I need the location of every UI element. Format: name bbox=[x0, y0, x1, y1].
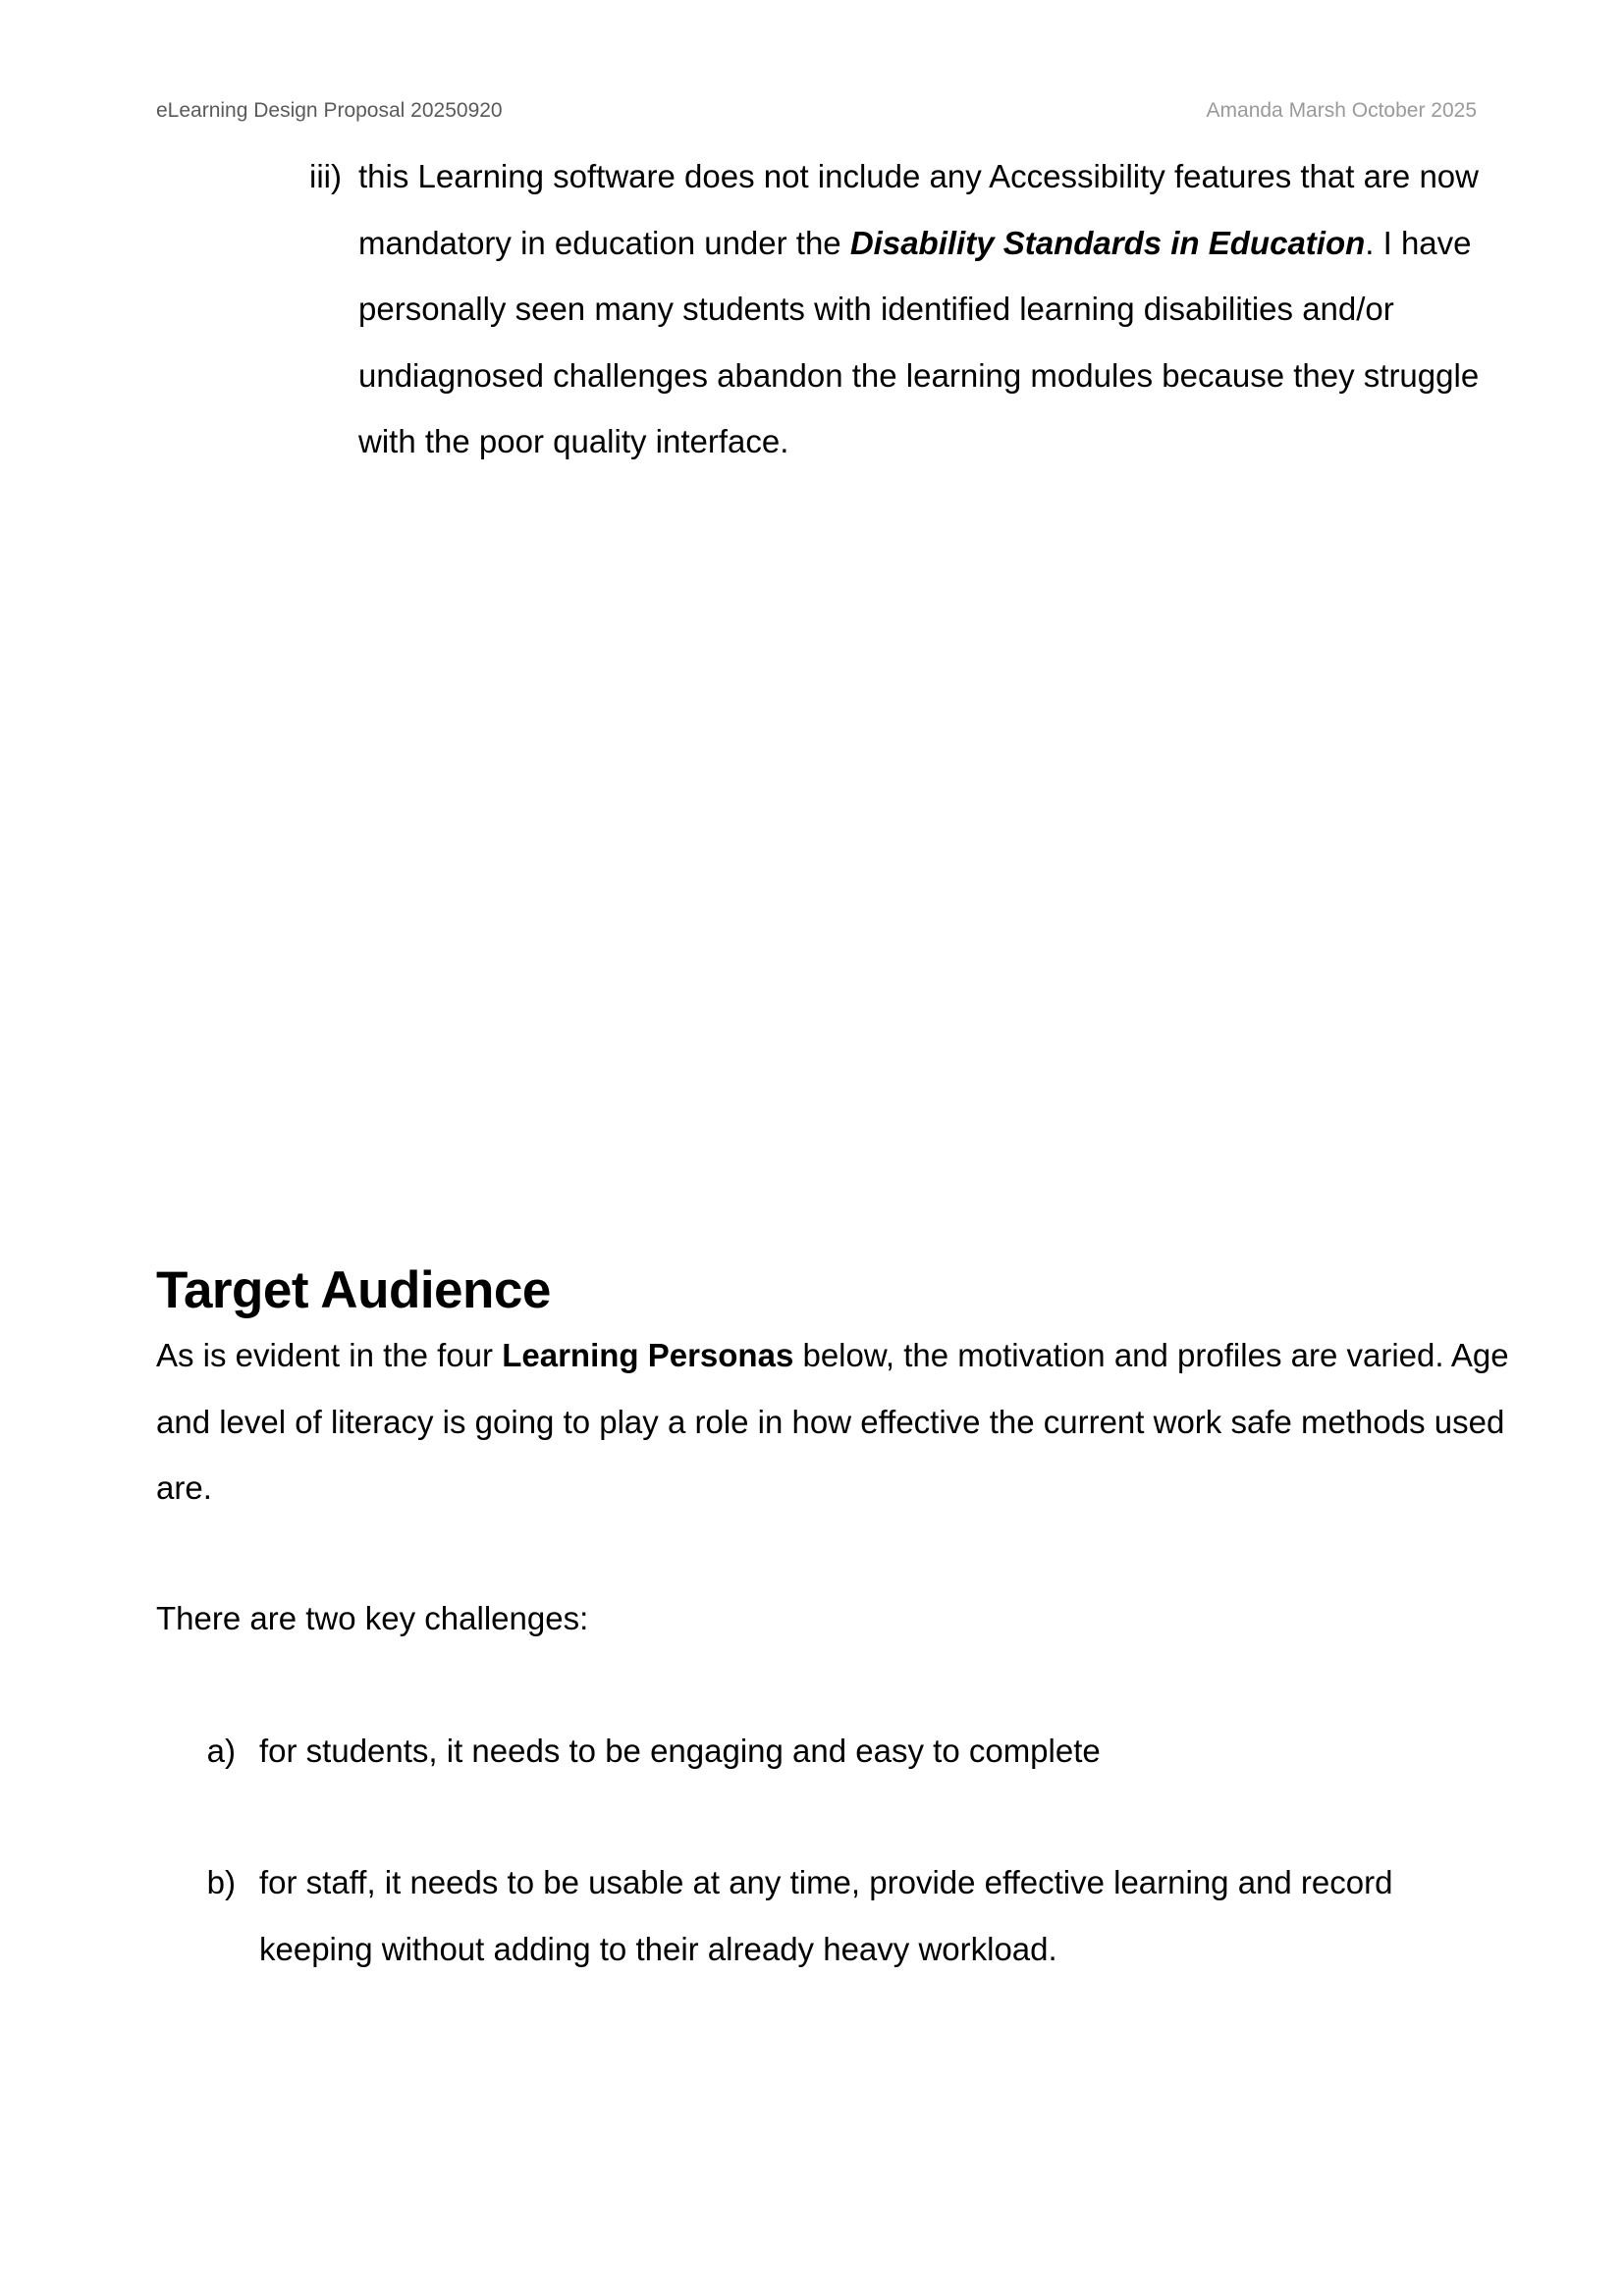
list-text-a: for students, it needs to be engaging and easy to complete bbox=[259, 1733, 1101, 1769]
list-marker-iii: iii) bbox=[309, 158, 342, 194]
list-text-iii bbox=[358, 143, 1497, 475]
list-text-b: for staff, it needs to be usable at any time, provide effective learning and record keeping without adding to their already heavy workload. bbox=[259, 1864, 1393, 1967]
challenges-lead-paragraph: There are two key challenges: bbox=[156, 1600, 589, 1636]
list-text-iii-part1: this Learning software does not include any Accessibility features that are now mandatory in education under the bbox=[358, 158, 1479, 261]
list-marker-a: a) bbox=[206, 1733, 236, 1769]
header-document-title: eLearning Design Proposal 20250920 bbox=[156, 99, 503, 122]
list-text-iii-part2: . I have personally seen many students with identified learning disabilities and/or undiagnosed challenges abandon the learning modules because they struggle with the poor quality interface. bbox=[358, 224, 1480, 459]
intro-paragraph bbox=[156, 1322, 1511, 1522]
list-marker-b: b) bbox=[206, 1864, 236, 1900]
intro-text-part1: As is evident in the four bbox=[156, 1337, 503, 1373]
section-heading-target-audience: Target Audience bbox=[156, 1260, 551, 1319]
disability-standards-emphasis: Disability Standards in Education bbox=[849, 224, 1366, 261]
header-author-date: Amanda Marsh October 2025 bbox=[1206, 99, 1477, 122]
intro-text-part2: below, the motivation and profiles are varied. Age and level of literacy is going to play a role in how effective the current work safe methods used are. bbox=[156, 1337, 1509, 1506]
learning-personas-emphasis: Learning Personas bbox=[502, 1337, 794, 1373]
